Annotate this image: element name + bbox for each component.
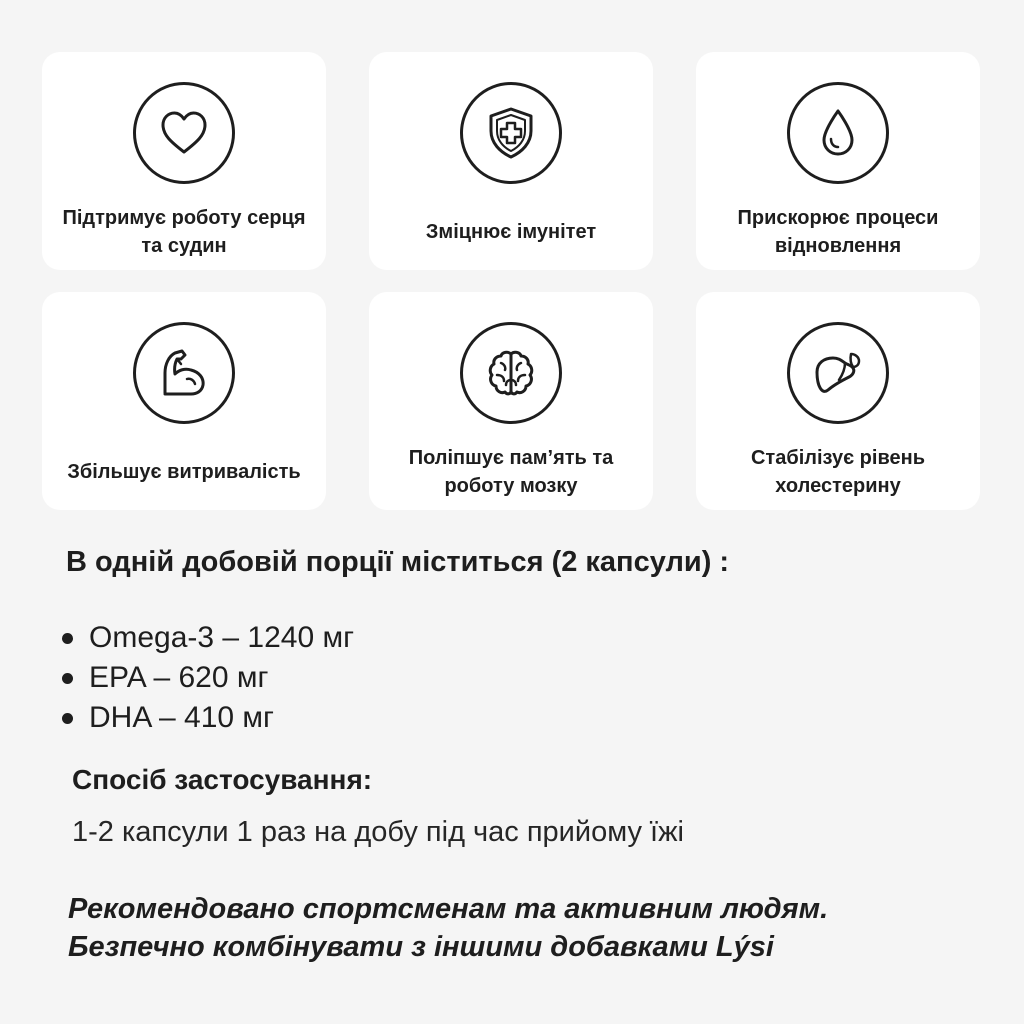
benefit-card-immunity (369, 52, 653, 270)
nutrient-text: EPA – 620 мг (89, 661, 269, 694)
benefit-icon-circle (787, 322, 889, 424)
recommendation (68, 890, 828, 966)
bullet-icon (62, 633, 73, 644)
list-item (62, 698, 354, 738)
benefit-label: Підтримує роботу серця та судин (62, 207, 306, 257)
nutrient-text: DHA – 410 мг (89, 701, 274, 734)
benefit-card-brain (369, 292, 653, 510)
list-item (62, 618, 354, 658)
list-item (62, 658, 354, 698)
heart-icon (157, 106, 211, 160)
recommendation-line: Безпечно комбінувати з іншими добавками Lýsi (68, 931, 774, 963)
bullet-icon (62, 673, 73, 684)
benefit-card-endurance (42, 292, 326, 510)
benefit-icon-circle (460, 322, 562, 424)
benefit-card-cholesterol (696, 292, 980, 510)
benefit-icon-circle (460, 82, 562, 184)
benefit-label: Збільшує витривалість (67, 461, 301, 483)
usage-text: 1-2 капсули 1 раз на добу під час прийому їжі (72, 816, 684, 848)
benefit-label: Поліпшує пам’ять та роботу мозку (408, 447, 614, 497)
benefit-label: Зміцнює імунітет (425, 221, 597, 243)
benefit-icon-circle (133, 322, 235, 424)
benefit-card-recovery (696, 52, 980, 270)
benefit-label: Прискорює процеси відновлення (737, 207, 939, 257)
usage-title: Спосіб застосування: (72, 764, 373, 795)
muscle-arm-icon (157, 346, 211, 400)
nutrient-text: Omega-3 – 1240 мг (89, 621, 355, 654)
benefits-grid (42, 52, 980, 510)
benefit-label: Стабілізує рівень холестерину (750, 447, 925, 497)
composition-title: В одній добовій порції міститься (2 капсули) : (66, 546, 730, 578)
brain-icon (484, 346, 538, 400)
benefit-card-heart (42, 52, 326, 270)
recommendation-line: Рекомендовано спортсменам та активним людям. (68, 893, 829, 925)
bullet-icon (62, 713, 73, 724)
drop-icon (811, 106, 865, 160)
benefit-icon-circle (133, 82, 235, 184)
liver-icon (811, 346, 865, 400)
shield-cross-icon (484, 106, 538, 160)
benefit-icon-circle (787, 82, 889, 184)
nutrient-list (62, 618, 354, 738)
